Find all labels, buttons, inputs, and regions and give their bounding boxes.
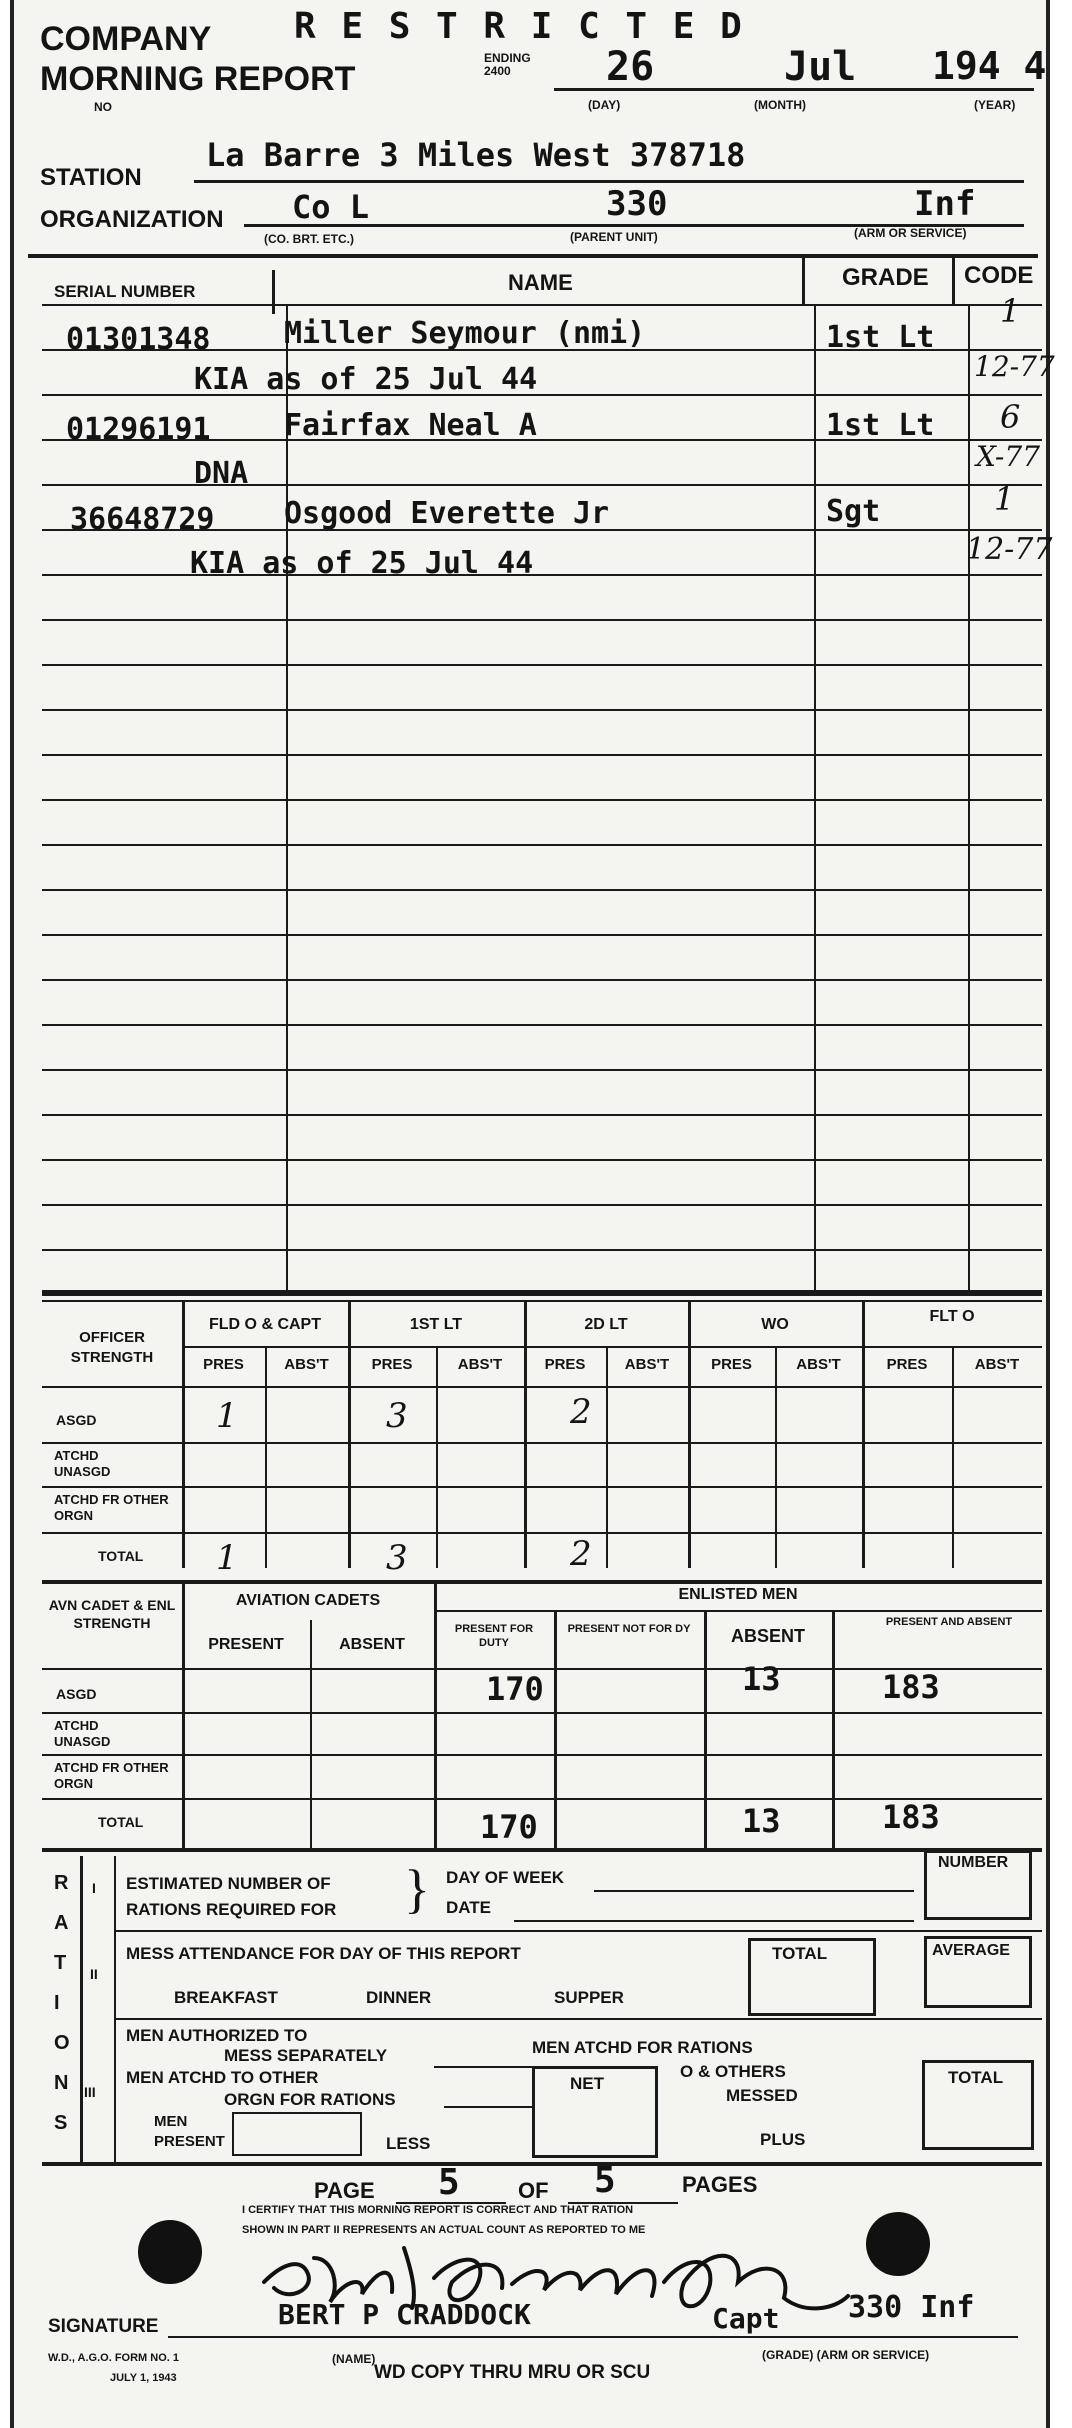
roster-rule <box>42 1294 1042 1296</box>
entry-3-remark: KIA as of 25 Jul 44 <box>190 546 534 581</box>
officer-subhead-pres: PRES <box>544 1356 586 1373</box>
em-asgd-present-for-duty: 170 <box>486 1670 544 1708</box>
roster-rule <box>42 754 1042 756</box>
roster-rule <box>42 844 1042 846</box>
day-of-week-label: DAY OF WEEK <box>446 1868 565 1887</box>
off-row-atchd-fr: ATCHD FR OTHER ORGN <box>54 1492 169 1523</box>
enl-row-atchd-unasgd: ATCHD UNASGD <box>54 1718 111 1749</box>
average-label: AVERAGE <box>932 1942 1010 1959</box>
officer-subhead-abst: ABS'T <box>457 1356 503 1373</box>
entry-3-serial: 36648729 <box>70 502 215 537</box>
entry-3-remark-code: 12-77 <box>966 532 1053 567</box>
organization-company: Co L <box>292 188 370 226</box>
rations-side-letter: A <box>54 1912 69 1934</box>
morning-report-form: COMPANY R E S T R I C T E D MORNING REPORT NO ENDING 2400 26 Jul 194 4 (DAY) (MONTH) (YEAR) STATION La Barre 3 Miles West 378718 ORGANIZATION Co L 330 Inf (CO. BRT. ETC.) (PARENT UNIT) (ARM OR SERVICE) SERIAL NUMBER NAME GRADE CODE 01301348 Miller Seymour (nmi) 1st Lt 1 KIA as of 25 Jul 44 12-77 01296191 Fairfax Neal A 1st Lt 6 DNA X-77 36648729 Osgood Everette Jr Sgt 1 KIA as of 25 Jul 44 12-77 OFFICER STRENGTH FLD O & CAPT 1ST LT 2D LT WO FLT O PRES ABS'T PRES ABS'T PRES ABS'T PRES ABS'T PRES ABS'T ASGD ATCHD UNASGD ATCHD FR OTHER ORGN TOTAL 1 3 2 1 3 2 AVN CADET & ENL STRENGTH AVIATION CADETS PRESENT ABSENT ENLISTED MEN PRESENT FOR DUTY PRESENT NOT FOR DY ABSENT PRESENT AND ABSENT ASGD ATCHD UNASGD ATCHD FR OTHER ORGN TOTAL 170 13 183 170 13 183 R A T I O N S I II III ESTIMATED NUMBER OF RATIONS REQUIRED FOR } DAY OF WEEK DATE NUMBER MESS ATTENDANCE FOR DAY OF THIS REPORT BREAKFAST DINNER SUPPER TOTAL AVERAGE MEN AUTHORIZED TO MESS SEPARATELY MEN ATCHD TO OTHER ORGN FOR RATIONS MEN PRESENT LESS MEN ATCHD FOR RATIONS O & OTHERS MESSED NET PLUS TOTAL PAGE 5 OF 5 PAGES I CERTIFY THAT THIS MORNING REPORT IS CORRECT AND THAT RATION SHOWN IN PART II REPRESENTS AN ACTUAL COUNT AS REPORTED TO ME SIGNATURE BERT P CRADDOCK Capt 330 Inf (NAME) (GRADE) (ARM OR SERVICE) W.D., A.G.O. FORM NO. 1 JULY 1, 1943 WD COPY THRU MRU OR SCU <box>10 0 1050 2428</box>
col-grade: GRADE <box>842 264 929 291</box>
em-total-absent: 13 <box>742 1802 781 1840</box>
entry-1-name: Miller Seymour (nmi) <box>284 316 646 351</box>
messed-label: MESSED <box>726 2086 798 2105</box>
pages-total: 5 <box>594 2160 616 2201</box>
off-asgd-1st-lt: 3 <box>386 1396 408 1436</box>
col-name: NAME <box>508 270 573 295</box>
entry-2-remark: DNA <box>194 456 249 491</box>
grp-wo: WO <box>761 1316 789 1333</box>
supper-label: SUPPER <box>554 1988 624 2007</box>
em-total-present-and-absent: 183 <box>882 1798 940 1836</box>
organization-arm-caption: (ARM OR SERVICE) <box>854 226 967 240</box>
rations-section-ii: II <box>90 1966 98 1982</box>
rations-side-letter: R <box>54 1872 69 1894</box>
men-authorized-label: MEN AUTHORIZED TO <box>126 2026 308 2045</box>
ending-caption: ENDING 2400 <box>484 51 531 78</box>
officer-subcol-rule <box>265 1346 267 1568</box>
roster-rule <box>42 1114 1042 1116</box>
grp-1st-lt: 1ST LT <box>409 1316 463 1333</box>
roster-rule <box>42 304 1042 306</box>
entry-3-grade: Sgt <box>826 494 881 529</box>
roster-rule <box>42 484 1042 486</box>
report-day: 26 <box>606 44 655 90</box>
avn-absent-heading: ABSENT <box>339 1636 405 1653</box>
officer-subhead-abst: ABS'T <box>974 1356 1020 1373</box>
em-absent-heading: ABSENT <box>730 1626 805 1646</box>
officer-subhead-pres: PRES <box>711 1356 752 1373</box>
enl-row-total: TOTAL <box>98 1814 144 1830</box>
grp-flt-o: FLT O <box>929 1308 975 1325</box>
roster-rule <box>42 709 1042 711</box>
off-total-2d-lt: 2 <box>570 1534 592 1574</box>
entry-2-grade: 1st Lt <box>826 408 935 443</box>
rations-side-letter: I <box>54 1992 60 2014</box>
roster-rule <box>42 889 1042 891</box>
col-code: CODE <box>964 262 1034 289</box>
report-month: Jul <box>784 44 857 90</box>
roster-rule <box>42 1069 1042 1071</box>
of-label: OF <box>518 2178 549 2203</box>
signer-grade: Capt <box>712 2302 780 2335</box>
men-atchd-other-label: MEN ATCHD TO OTHER <box>126 2068 319 2087</box>
off-total-1st-lt: 3 <box>386 1538 408 1578</box>
off-row-asgd: ASGD <box>56 1412 97 1428</box>
wd-copy-note: WD COPY THRU MRU OR SCU <box>374 2362 651 2383</box>
rations-side-letter: T <box>54 1952 67 1974</box>
entry-2-remark-code: X-77 <box>976 440 1041 473</box>
officer-subhead-abst: ABS'T <box>624 1356 670 1373</box>
number-label: NUMBER <box>938 1854 1009 1871</box>
year-caption: (YEAR) <box>974 98 1016 112</box>
signer-unit: 330 Inf <box>848 2290 975 2325</box>
off-asgd-2d-lt: 2 <box>570 1392 592 1432</box>
page-number: 5 <box>438 2162 460 2203</box>
signature-label: SIGNATURE <box>48 2316 159 2337</box>
grade-caption: (GRADE) (ARM OR SERVICE) <box>762 2348 930 2362</box>
em-total-present-for-duty: 170 <box>480 1808 538 1846</box>
station-label: STATION <box>40 164 142 191</box>
entry-1-remark-code: 12-77 <box>974 350 1055 383</box>
no-ref: NO <box>94 100 112 114</box>
enlisted-men-heading: ENLISTED MEN <box>678 1586 798 1603</box>
entry-1-code: 1 <box>1000 292 1021 330</box>
company-heading: COMPANY <box>40 20 212 58</box>
em-present-not-for-duty-heading: PRESENT NOT FOR DY <box>567 1623 691 1635</box>
em-present-and-absent-heading: PRESENT AND ABSENT <box>885 1616 1013 1628</box>
roster-col-rule <box>814 304 816 1294</box>
orgn-for-rations-label: ORGN FOR RATIONS <box>224 2090 396 2109</box>
officer-subcol-rule <box>952 1346 954 1568</box>
off-total-fld-capt: 1 <box>216 1538 238 1578</box>
men-atchd-for-rations-label: MEN ATCHD FOR RATIONS <box>532 2038 753 2057</box>
officer-subhead-pres: PRES <box>203 1356 244 1373</box>
em-asgd-present-and-absent: 183 <box>882 1668 940 1706</box>
em-present-for-duty-heading: PRESENT FOR DUTY <box>454 1623 534 1649</box>
entry-2-serial: 01296191 <box>66 412 211 447</box>
page-label: PAGE <box>314 2178 375 2203</box>
enl-row-asgd: ASGD <box>56 1686 97 1702</box>
signer-name: BERT P CRADDOCK <box>278 2298 531 2331</box>
officer-subhead-pres: PRES <box>371 1356 413 1373</box>
roster-rule <box>42 1159 1042 1161</box>
officer-subhead-abst: ABS'T <box>796 1356 841 1373</box>
officer-subhead-abst: ABS'T <box>284 1356 329 1373</box>
roster-rule <box>42 1249 1042 1251</box>
organization-parent-unit: 330 <box>606 184 668 224</box>
report-year: 194 4 <box>932 44 1047 88</box>
form-number: W.D., A.G.O. FORM NO. 1 <box>48 2352 179 2364</box>
morning-report-heading: MORNING REPORT <box>40 60 356 98</box>
entry-2-code: 6 <box>1000 398 1021 436</box>
organization-arm: Inf <box>914 184 976 224</box>
officer-subcol-rule <box>606 1346 608 1568</box>
off-row-atchd-unasgd: ATCHD UNASGD <box>54 1448 111 1479</box>
roster-col-rule <box>286 304 288 1294</box>
certify-line-1: I CERTIFY THAT THIS MORNING REPORT IS CORRECT AND THAT RATION <box>242 2204 634 2216</box>
roster-rule <box>42 934 1042 936</box>
estimated-number-label: ESTIMATED NUMBER OF <box>126 1874 331 1893</box>
entry-1-serial: 01301348 <box>66 322 211 357</box>
rations-required-label: RATIONS REQUIRED FOR <box>126 1900 337 1919</box>
net-label: NET <box>570 2074 604 2093</box>
organization-label: ORGANIZATION <box>40 206 224 233</box>
mess-separately-label: MESS SEPARATELY <box>224 2046 388 2065</box>
organization-co-caption: (CO. BRT. ETC.) <box>264 232 354 246</box>
roster-rule <box>42 979 1042 981</box>
roster-rule <box>42 619 1042 621</box>
aviation-cadets-heading: AVIATION CADETS <box>235 1592 381 1609</box>
rations-side-letter: N <box>54 2072 69 2094</box>
entry-3-code: 1 <box>994 480 1015 518</box>
officer-subcol-rule <box>775 1346 777 1568</box>
punch-hole-right <box>866 2212 930 2276</box>
rations-side-letter: O <box>54 2032 70 2054</box>
o-and-others-label: O & OTHERS <box>680 2062 786 2081</box>
mess-total-label: TOTAL <box>772 1944 828 1963</box>
certify-line-2: SHOWN IN PART II REPRESENTS AN ACTUAL COUNT AS REPORTED TO ME <box>242 2224 646 2236</box>
roster-rule <box>42 664 1042 666</box>
punch-hole-left <box>138 2220 202 2284</box>
grp-2d-lt: 2D LT <box>584 1316 628 1333</box>
station-value: La Barre 3 Miles West 378718 <box>206 136 746 174</box>
breakfast-label: BREAKFAST <box>174 1988 278 2007</box>
day-caption: (DAY) <box>588 98 621 112</box>
entry-1-remark: KIA as of 25 Jul 44 <box>194 362 538 397</box>
officer-subhead-pres: PRES <box>886 1356 928 1373</box>
date-label: DATE <box>446 1898 492 1917</box>
entry-3-name: Osgood Everette Jr <box>284 496 610 531</box>
off-asgd-fld-capt: 1 <box>216 1396 238 1436</box>
name-caption: (NAME) <box>332 2352 376 2366</box>
rations-section-iii: III <box>84 2084 96 2100</box>
pages-label: PAGES <box>682 2172 758 2197</box>
avn-present-heading: PRESENT <box>208 1636 284 1653</box>
grp-fld-capt: FLD O & CAPT <box>209 1316 321 1333</box>
form-date: JULY 1, 1943 <box>110 2372 177 2384</box>
roster-rule <box>42 394 1042 396</box>
mess-attendance-label: MESS ATTENDANCE FOR DAY OF THIS REPORT <box>126 1944 521 1963</box>
men-present-label: MEN PRESENT <box>154 2113 225 2150</box>
rations-side-letter: S <box>54 2112 68 2134</box>
entry-1-grade: 1st Lt <box>826 320 935 355</box>
roster-rule <box>42 1024 1042 1026</box>
plus-label: PLUS <box>760 2130 806 2149</box>
entry-2-name: Fairfax Neal A <box>284 408 537 443</box>
em-asgd-absent: 13 <box>742 1660 781 1698</box>
officer-subcol-rule <box>436 1346 438 1568</box>
roster-rule <box>42 799 1042 801</box>
off-row-total: TOTAL <box>98 1548 144 1564</box>
enl-row-atchd-fr: ATCHD FR OTHER ORGN <box>54 1760 169 1791</box>
rations-total-label: TOTAL <box>948 2068 1004 2087</box>
col-serial-number: SERIAL NUMBER <box>54 282 196 301</box>
roster-rule <box>42 1204 1042 1206</box>
less-label: LESS <box>386 2134 431 2153</box>
officer-strength-title: OFFICER STRENGTH <box>70 1329 154 1366</box>
restricted-stamp: R E S T R I C T E D <box>294 6 744 47</box>
enlisted-strength-title: AVN CADET & ENL STRENGTH <box>48 1597 176 1631</box>
rations-section-i: I <box>92 1880 96 1896</box>
roster-col-rule <box>968 304 970 1294</box>
month-caption: (MONTH) <box>754 98 806 112</box>
dinner-label: DINNER <box>366 1988 432 2007</box>
organization-parent-caption: (PARENT UNIT) <box>570 230 658 244</box>
